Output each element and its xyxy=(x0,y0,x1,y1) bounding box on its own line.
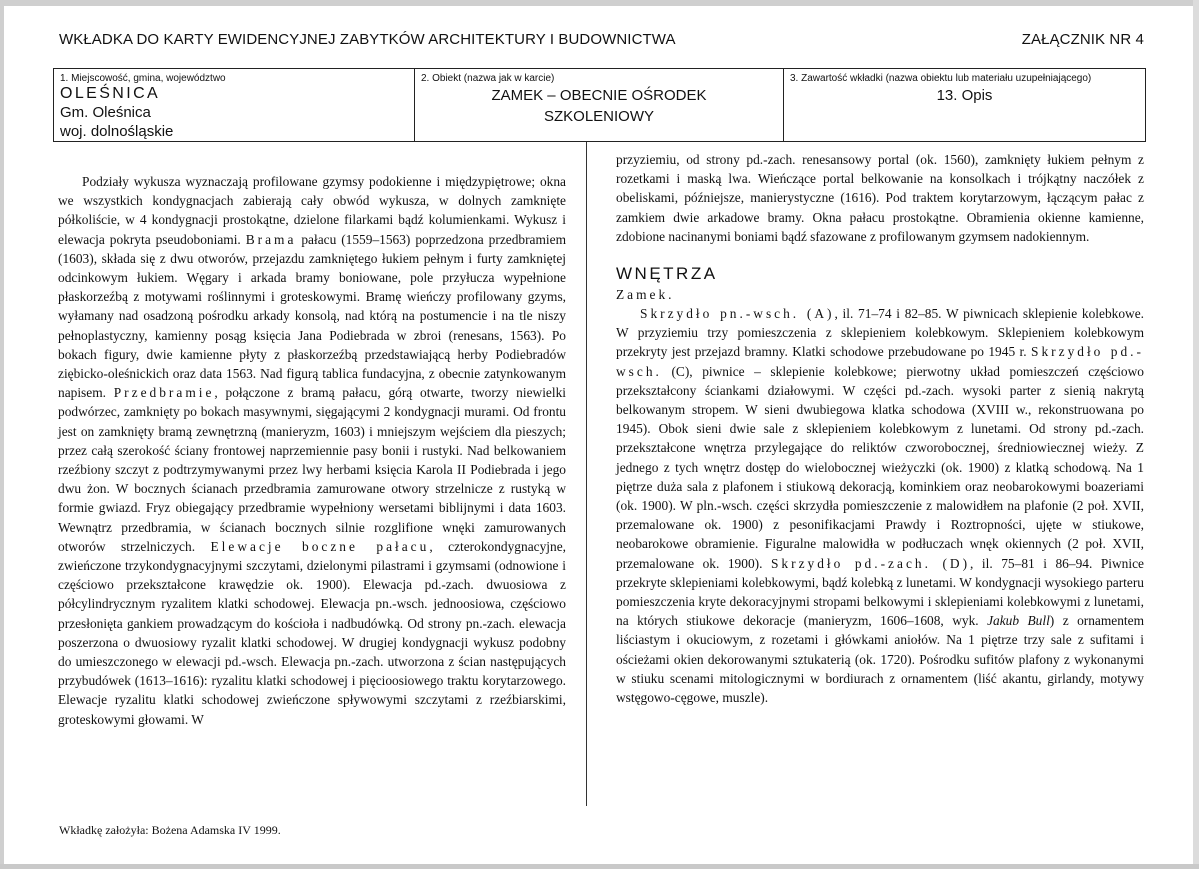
object-name-line1: ZAMEK – OBECNIE OŚRODEK xyxy=(491,87,707,104)
scan-border-bottom xyxy=(0,864,1199,869)
object-label: 2. Obiekt (nazwa jak w karcie) xyxy=(421,73,555,84)
wing-a-label: Skrzydło pn.-wsch. (A) xyxy=(640,306,835,322)
contents-field xyxy=(784,68,1146,142)
form-title: WKŁADKA DO KARTY EWIDENCYJNEJ ZABYTKÓW ARCHITEKTURY I BUDOWNICTWA xyxy=(59,31,676,48)
description-paragraph xyxy=(58,172,566,729)
wing-d-label: Skrzydło pd.-zach. (D) xyxy=(770,555,971,571)
contents-value: 13. Opis xyxy=(936,87,993,104)
text-run: , il. 71–74 i 82–85. W piwnicach sklepienie kolebkowe. W przyziemiu trzy pomieszczenia z sklepieniem kolebkowym. Sklepieniem kolebkowym przekryty jest przejazd bramny. Klatki schodowe przebudowane po 1945 r. xyxy=(616,306,1145,360)
location-field xyxy=(53,68,415,142)
text-run: ) z ornamentem liściastym i okuciowym, z rozetami i główkami aniołów. Na 1 piętrze trzy sale z sufitami i ościeżami okien dekorowanymi sztukaterią (ok. 1720). Pośrodku sufitów plafony z wykonanymi w stiuku scenami mitologicznymi w bordiurach z ornamentem (liść akantu, girlandy, motywy wstęgowo-cęgowe, muszle). xyxy=(616,613,1145,706)
section-heading: WNĘTRZA xyxy=(616,264,718,284)
term-elewacje: Elewacje boczne pałacu xyxy=(210,538,430,554)
text-run: , czterokondygnacyjne, zwieńczone trzykondygnacyjnymi szczytami, dzielonymi pilastrami i gzymsami (odnowione i częściowo przekształcone krawędzie ok. 1900). Elewacja pd.-zach. dwuosiowa z półcylindrycznym ryzalitem klatki schodowej. Elewacja pn.-wsch. jednoosiowa, częściowo przesłonięta gankiem prowadzącym do kościoła i nadbudówką. Od strony pn.-zach. elewacja poszerzona o dwuosiowy ryzalit klatki schodowej. W drugiej kondygnacji wykusz podobny do umieszczonego w elewacji pd.-wsch. Elewacja pn.-zach. utworzona z ścian następujących przybudówek (1613–1616): ryzalitu klatki schodowej i pięcioosiowego traktu korytarzowego. Elewacje ryzalitu klatki schodowej zwieńczone spływowymi szczytami z rzeźbiarskimi, groteskowymi głowami. W xyxy=(58,538,566,727)
text-run: (C), piwnice – sklepienie kolebkowe; pierwotny układ pomieszczeń częściowo przekształcony ściankami działowymi. W części pd.-zach. wysoki parter z sienią nakrytą belkowanym stropem. W sieni dwubiegowa klatka schodowa (XVIII w., rekonstruowana po 1945). Obok sieni dwie sale z sklepieniem kolebkowym z lunetami. Od strony pd.-zach. przekształcone wnętrza przylegające do reliktów czworobocznej, średniowiecznej wieży. Z jednego z tych wnętrz dostęp do wielobocznej wieżyczki (ok. 1900) z klatką schodową. Na 1 piętrze duża sala z plafonem i stiukową dekoracją, kominkiem oraz neobarokowymi boazeriami (ok. 1900). W pln.-wsch. części skrzydła pomieszczenie z malowidłem na plafonie (2 poł. XVII, przemalowane ok. 1900) z pesonifikacjami Prawdy i Roztropności, ujęte w stiukowe, neobarokowe obramienie. Figuralne malowidła w podłuczach wnęk okiennych (2 poł. XVII, przemalowane ok. 1900). xyxy=(616,363,1144,571)
left-column xyxy=(58,172,566,729)
town-name: OLEŚNICA xyxy=(60,85,161,102)
scan-border-top xyxy=(0,0,1199,6)
continuation-paragraph: przyziemiu, od strony pd.-zach. renesansowy portal (ok. 1560), zamknięty łukiem pełnym z rozetkami i maską lwa. Wieńczące portal belkowanie na konsolkach i trójkątny naczółek z obeliskami, późniejsze, manierystyczne (1616). Pod traktem korytarzowym, łączącym pałac z zamkiem dwie arkadowe bramy. Okna pałacu prostokątne. Obramienia okienne kamienne, zdobione nacinanymi boniami bądź sfazowane z profilowanym gzymsem nadokiennym. xyxy=(616,152,1144,244)
term-przedbramie: Przedbramie xyxy=(113,385,215,401)
column-divider xyxy=(586,142,587,806)
author-footer: Wkładkę założyła: Bożena Adamska IV 1999. xyxy=(59,823,281,837)
author-name: Jakub Bull xyxy=(987,613,1050,629)
scan-border-right xyxy=(1193,0,1199,869)
attachment-number: ZAŁĄCZNIK NR 4 xyxy=(1021,31,1144,48)
text-run: Podziały wykusza wyznaczają profilowane gzymsy podokienne i międzypiętrowe; okna we wszystkich kondygnacjach zabierają cały obwód wykusza, w dolnych zamknięte półkoliście, w 4 kondygnacji prostokątne, dzielone filarkami bądź kolumienkami. Wykusz i elewacja pokryta pseudoboniami. xyxy=(58,174,566,247)
section-subheading: Zamek. xyxy=(616,287,675,303)
term-brama: Brama xyxy=(245,231,297,247)
text-run: pałacu (1559–1563) poprzedzona przedbramiem (1603), składa się z dwu otworów, przejazdu zamkniętego łukiem pełnym i furty zamkniętej odcinkowym łukiem. Węgary i arkada bramy boniowane, pole przyłucza wypełnione płaskorzeźbą z motywami roślinnymi i groteskowymi. Bramę wieńczy profilowany gzyms, wyłamany nad osadzoną pośrodku arkady konsolą, nad którą na postumencie i na tle niszy pełnoplastyczny, kamienny posąg księcia Jana Podiebrada w zbroi (renesans, 1563). Po bokach figury, dwie kamienne płyty z płaskorzeźbą przedstawiającą herby Podiebradów ziębicko-oleśnickich oraz data 1563. Nad figurą tablica fundacyjna, z obecnie zatynkowanym napisem. xyxy=(58,231,566,401)
commune-name: Gm. Oleśnica xyxy=(60,104,151,121)
voivodeship-name: woj. dolnośląskie xyxy=(60,123,174,140)
contents-label: 3. Zawartość wkładki (nazwa obiektu lub materiału uzupełniającego) xyxy=(790,73,1092,84)
interiors-paragraph xyxy=(616,304,1144,707)
scan-border-left xyxy=(0,0,4,869)
wing-c-label: Skrzydło pd.-wsch. xyxy=(616,344,1144,379)
object-field xyxy=(415,68,784,142)
text-run: , połączone z bramą pałacu, górą otwarte, tworzy niewielki podwórzec, zamknięty po bokach masywnymi, sięgającymi 2 kondygnacji murami. Od frontu jest on zamknięty bramą zewnętrzną (manieryzm, 1603) i mniejszym wejściem dla pieszych; przez całą szerokość ściany frontowej naprzemiennie pasy bonii i rustyki. Nad belkowaniem rzeźbiony szczyt z podtrzymywanymi przez lwy herbami księcia Karola II Podiebrada i jego dwu żon. W bocznych ścianach przedbramia zamurowane otwory strzelnicze z rustyką w formie gwiazd. Fryz obiegający przedbramie wypełniony wersetami biblijnymi i data 1603. Wewnątrz przedbramia, w ścianach bocznych silnie rozglifione wnęki zamurowanych otworów strzelniczych. xyxy=(58,385,567,554)
object-name-line2: SZKOLENIOWY xyxy=(543,108,655,125)
right-column xyxy=(616,150,1144,707)
location-label: 1. Miejscowość, gmina, województwo xyxy=(60,73,226,84)
text-run: , il. 75–81 i 86–94. Piwnice przekryte sklepieniami kolebkowymi, bądź kolebką z lunetami. W kondygnacji wysokiego parteru pomieszczenia kryte dekoracyjnymi stropami belkowymi i sklepieniami kolebkowymi z lunetami, na których stiukowe dekoracje (manieryzm, 1606–1608, wyk. xyxy=(616,555,1144,629)
